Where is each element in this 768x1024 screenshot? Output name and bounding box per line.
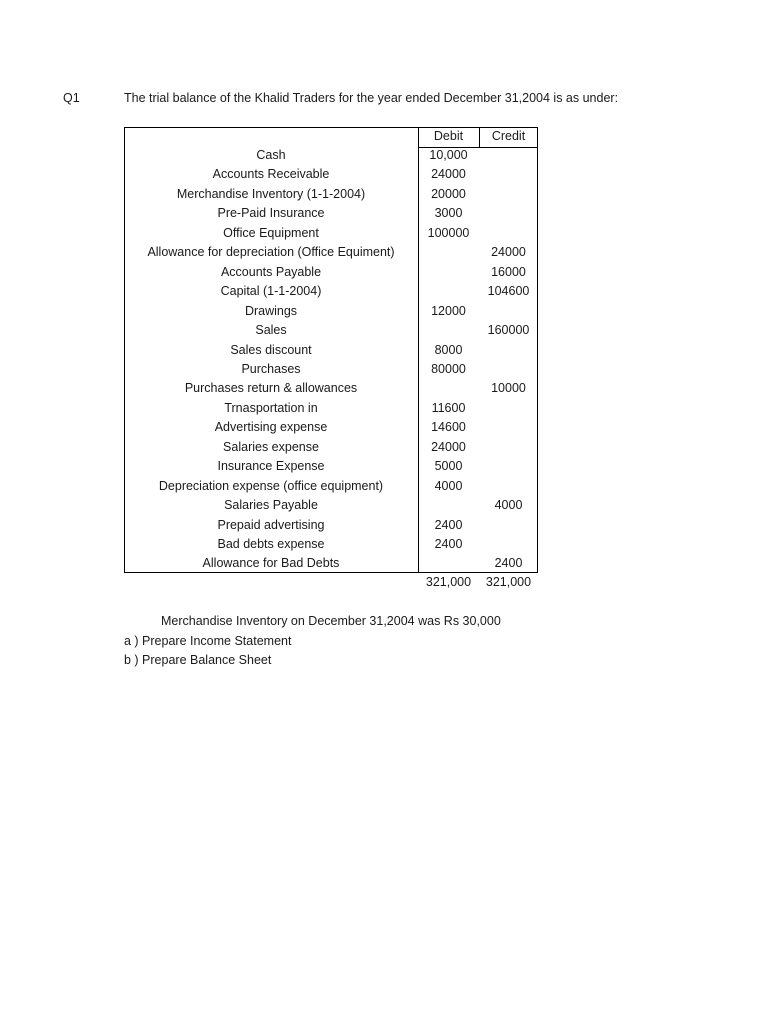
- debit-amount: 4000: [434, 478, 463, 493]
- total-credit: 321,000: [485, 575, 532, 589]
- debit-amount: 24000: [431, 167, 466, 182]
- table-row: [124, 148, 538, 168]
- table-row: [124, 556, 538, 576]
- debit-amount: 11600: [431, 400, 466, 415]
- account-name: Accounts Payable: [220, 264, 322, 279]
- debit-amount: 14600: [431, 420, 466, 435]
- credit-amount: 4000: [494, 498, 523, 513]
- table-row: [124, 167, 538, 187]
- debit-amount: 80000: [431, 361, 466, 376]
- debit-header: Debit: [433, 129, 464, 143]
- task-a: a ) Prepare Income Statement: [124, 634, 292, 648]
- account-name: Purchases: [241, 361, 301, 376]
- account-name: Sales discount: [230, 342, 312, 357]
- account-name: Salaries expense: [223, 439, 319, 454]
- credit-amount: 104600: [487, 284, 530, 299]
- account-name: Drawings: [244, 303, 298, 318]
- account-name: Pre-Paid Insurance: [217, 206, 325, 221]
- table-row: [124, 265, 538, 285]
- account-name: Depreciation expense (office equipment): [158, 478, 384, 493]
- debit-amount: 5000: [434, 459, 463, 474]
- table-row: [124, 323, 538, 343]
- table-row: [124, 479, 538, 499]
- account-name: Advertising expense: [214, 420, 328, 435]
- credit-amount: 2400: [494, 556, 523, 571]
- debit-amount: 2400: [434, 537, 463, 551]
- debit-amount: 20000: [431, 186, 466, 201]
- table-row: [124, 304, 538, 324]
- account-name: Capital (1-1-2004): [220, 284, 322, 299]
- account-name: Trnasportation in: [224, 400, 318, 415]
- account-name: Allowance for Bad Debts: [202, 556, 340, 571]
- debit-amount: 24000: [431, 439, 466, 454]
- table-row: [124, 206, 538, 226]
- debit-amount: 3000: [434, 206, 463, 221]
- account-name: Prepaid advertising: [217, 517, 325, 532]
- table-row: [124, 187, 538, 207]
- account-name: Bad debts expense: [217, 537, 325, 551]
- credit-header: Credit: [491, 129, 526, 143]
- table-row: [124, 401, 538, 421]
- credit-amount: 10000: [491, 381, 526, 396]
- account-name: Salaries Payable: [224, 498, 318, 513]
- credit-amount: 16000: [491, 264, 526, 279]
- table-row: [124, 420, 538, 440]
- table-row: [124, 459, 538, 479]
- debit-amount: 10,000: [429, 148, 468, 162]
- table-row: [124, 518, 538, 538]
- table-row: [124, 537, 538, 557]
- debit-amount: 2400: [434, 517, 463, 532]
- debit-amount: 12000: [431, 303, 466, 318]
- total-debit: 321,000: [425, 575, 472, 589]
- account-name: Cash: [256, 148, 286, 162]
- inventory-note: Merchandise Inventory on December 31,2004 was Rs 30,000: [161, 614, 501, 628]
- account-name: Sales: [255, 323, 287, 338]
- account-name: Merchandise Inventory (1-1-2004): [176, 186, 366, 201]
- question-text: The trial balance of the Khalid Traders for the year ended December 31,2004 is as under:: [124, 91, 619, 105]
- table-row: [124, 245, 538, 265]
- credit-amount: 24000: [491, 245, 526, 260]
- debit-amount: 100000: [427, 225, 470, 240]
- table-row: [124, 381, 538, 401]
- table-row: [124, 226, 538, 246]
- table-row: [124, 343, 538, 363]
- account-name: Insurance Expense: [217, 459, 325, 474]
- question-number: Q1: [63, 91, 80, 105]
- account-name: Allowance for depreciation (Office Equiment): [147, 245, 395, 260]
- table-row: [124, 498, 538, 518]
- table-row: [124, 284, 538, 304]
- account-name: Purchases return & allowances: [184, 381, 358, 396]
- task-b: b ) Prepare Balance Sheet: [124, 653, 272, 667]
- table-row: [124, 362, 538, 382]
- debit-amount: 8000: [434, 342, 463, 357]
- account-name: Office Equipment: [223, 225, 319, 240]
- account-name: Accounts Receivable: [212, 167, 330, 182]
- credit-amount: 160000: [487, 323, 530, 338]
- table-row: [124, 440, 538, 460]
